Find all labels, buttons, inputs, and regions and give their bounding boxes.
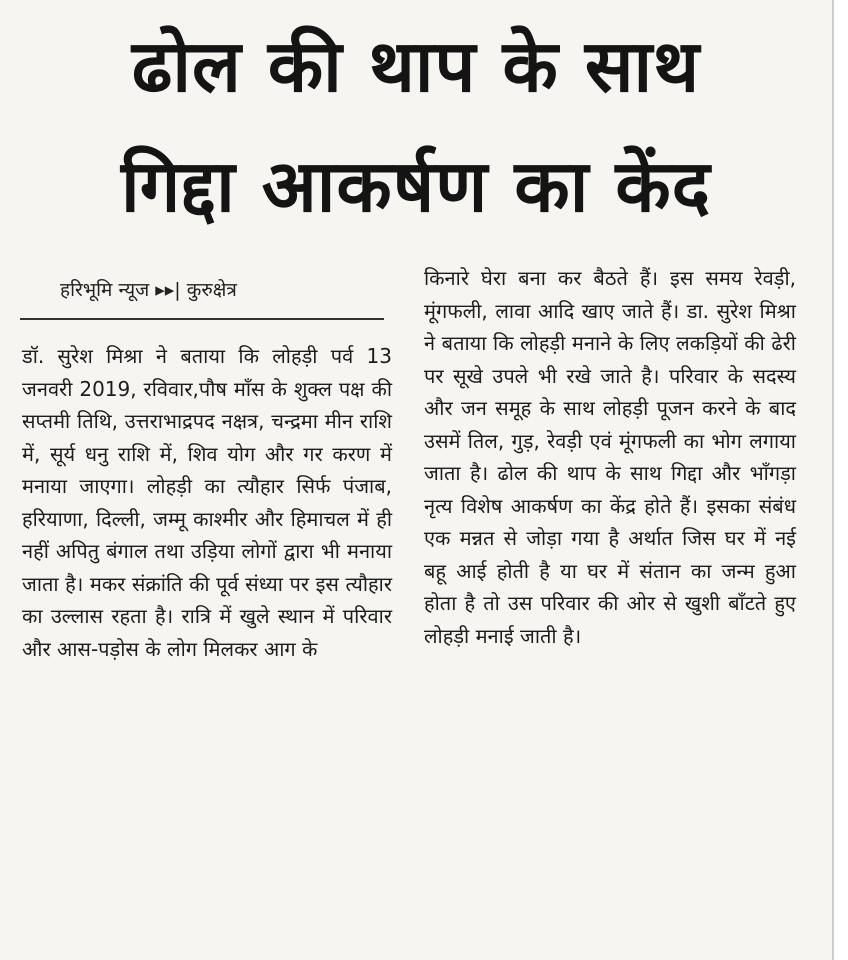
article-column-right: किनारे घेरा बना कर बैठते हैं। इस समय रेवड़ी, मूंगफली, लावा आदि खाए जाते हैं। डा. सुरेश मिश्रा ने बताया कि लोहड़ी मनाने के लिए लकड़ियों की ढेरी पर सूखे उपले भी रखे जाते है। परिवार के सदस्य और जन समूह के साथ लोहड़ी पूजन करने के बाद उसमें तिल, गुड़, रेवड़ी एवं मूंगफली का भोग लगाया जाता है। ढोल की थाप के साथ गिद्दा और भाँगड़ा नृत्य विशेष आकर्षण का केंद्र होते हैं। इसका संबंध एक मन्नत से जोड़ा गया है अर्थात जिस घर में नई बहू आई होती है या घर में संतान का जन्म हुआ होता है तो उस परिवार की ओर से खुशी बाँटते हुए लोहड़ी मनाई जाती है। [424, 266, 796, 648]
byline-divider [20, 318, 384, 320]
byline: हरिभूमि न्यूज ▸▸| कुरुक्षेत्र [60, 279, 237, 301]
headline-line-1: ढोल की थाप के साथ [131, 24, 701, 108]
page-edge [832, 0, 848, 960]
headline-line-2: गिद्दा आकर्षण का केंद [121, 144, 711, 228]
article-column-left: डॉ. सुरेश मिश्रा ने बताया कि लोहड़ी पर्व 13 जनवरी 2019, रविवार,पौष माँस के शुक्ल पक्ष की सप्तमी तिथि, उत्तराभाद्रपद नक्षत्र, चन्द्रमा मीन राशि में, सूर्य धनु राशि में, शिव योग और गर करण में मनाया जाएगा। लोहड़ी का त्यौहार सिर्फ पंजाब, हरियाणा, दिल्ली, जम्मू काश्मीर और हिमाचल में ही नहीं अपितु बंगाल तथा उड़िया लोगों द्वारा भी मनाया जाता है। मकर संक्रांति की पूर्व संध्या पर इस त्यौहार का उल्लास रहता है। रात्रि में खुले स्थान में परिवार और आस-पड़ोस के लोग मिलकर आग के [22, 344, 392, 661]
